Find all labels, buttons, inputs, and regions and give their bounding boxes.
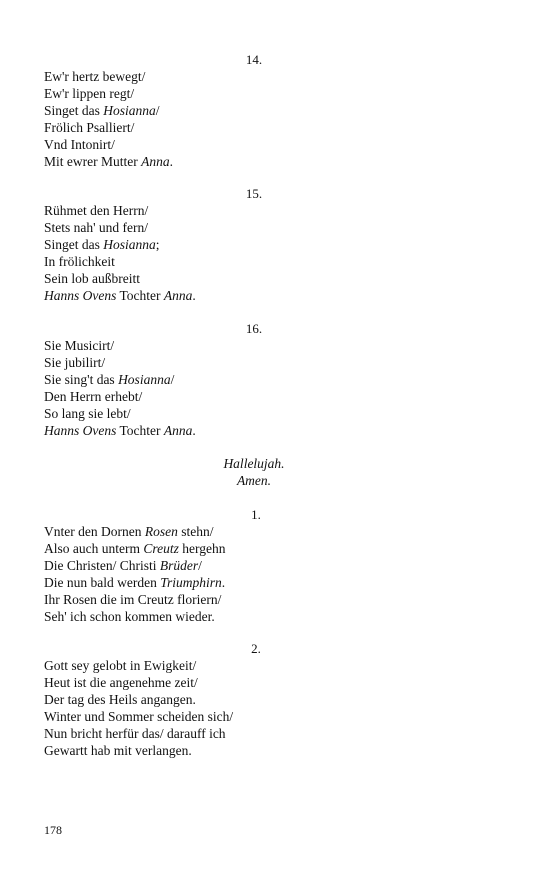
verse-line [44,85,484,102]
verse-italic-text: Anna [163,288,193,303]
verse-italic-text: Hanns Ovens [44,288,117,303]
verse-line [44,354,484,371]
closing-amen: Amen. [236,473,272,488]
verse-line [44,523,484,540]
stanza-number: 1. [251,507,261,522]
verse-text: Tochter [116,423,164,438]
closing-hallelujah: Hallelujah. [223,456,285,471]
verse-text: Den Herrn erhebt/ [44,389,143,404]
verse-italic-text: Triumphirn [160,575,222,590]
stanza-lines [44,202,484,304]
verse-line [44,742,484,759]
verse-line [44,102,484,119]
verse-text: . [169,154,173,169]
verse-text: Sie jubilirt/ [44,355,106,370]
verse-text: Die nun bald werden [44,575,161,590]
verse-italic-text: Anna [141,154,170,169]
verse-text: Der tag des Heils angangen. [44,692,196,707]
verse-text: Sein lob außbreitt [44,271,140,286]
verse-text: Stets nah' und fern/ [44,220,149,235]
verse-text: Gewartt hab mit verlangen. [44,743,192,758]
verse-italic-text: Hosianna [103,237,156,252]
verse-text: Ew'r lippen regt/ [44,86,135,101]
verse-line [44,253,484,270]
verse-text: Sie Musicirt/ [44,338,115,353]
verse-line [44,608,484,625]
verse-text: In frölichkeit [44,254,115,269]
verse-text: Nun bricht herfür das/ darauff ich [44,726,226,741]
verse-line [44,337,484,354]
verse-text: Vnter den Dornen [44,524,145,539]
verse-line [44,136,484,153]
verse-italic-text: Hanns Ovens [44,423,117,438]
verse-italic-text: Rosen [144,524,178,539]
verse-line [44,270,484,287]
stanza-lines [44,337,484,439]
verse-text: Also auch unterm [44,541,144,556]
verse-text: Mit ewrer Mutter [44,154,142,169]
stanza-lines [44,657,484,759]
verse-italic-text: Hosianna [118,372,171,387]
verse-line [44,371,484,388]
verse-italic-text: Brüder [159,558,199,573]
verse-line [44,153,484,170]
verse-text: Heut ist die angenehme zeit/ [44,675,198,690]
verse-text: Singet das [44,103,104,118]
verse-text: . [221,575,226,590]
verse-line [44,691,484,708]
verse-text: Ihr Rosen die im Creutz floriern/ [44,592,222,607]
stanza-number: 16. [245,321,263,336]
verse-line [44,708,484,725]
verse-line [44,557,484,574]
page-number: 178 [44,823,62,837]
verse-line [44,674,484,691]
verse-text: Seh' ich schon kommen wieder. [44,609,215,624]
verse-text: Vnd Intonirt/ [44,137,115,152]
verse-text: hergehn [178,541,226,556]
verse-text: / [155,103,160,118]
verse-text: ; [155,237,160,252]
verse-text: . [192,288,196,303]
verse-line [44,68,484,85]
verse-text: Gott sey gelobt in Ewigkeit/ [44,658,197,673]
verse-line [44,422,484,439]
verse-line [44,591,484,608]
verse-line [44,287,484,304]
verse-text: Rühmet den Herrn/ [44,203,149,218]
verse-line [44,219,484,236]
verse-text: / [198,558,202,573]
verse-text: stehn/ [177,524,214,539]
verse-line [44,388,484,405]
stanza-number: 14. [245,52,263,67]
verse-text: Sie sing't das [44,372,119,387]
stanza-lines [44,523,484,625]
verse-text: Singet das [44,237,104,252]
verse-line [44,540,484,557]
verse-italic-text: Hosianna [103,103,156,118]
verse-text: . [192,423,196,438]
verse-text: Winter und Sommer scheiden sich/ [44,709,234,724]
verse-text: Tochter [116,288,164,303]
verse-italic-text: Creutz [143,541,179,556]
verse-text: Die Christen/ Christi [44,558,160,573]
verse-text: So lang sie lebt/ [44,406,131,421]
verse-text: Ew'r hertz bewegt/ [44,69,146,84]
verse-text: / [170,372,175,387]
stanza-lines [44,68,484,170]
stanza-number: 2. [251,641,261,656]
stanza-number: 15. [245,186,263,201]
verse-line [44,574,484,591]
verse-italic-text: Anna [163,423,193,438]
verse-line [44,725,484,742]
verse-line [44,119,484,136]
verse-line [44,657,484,674]
verse-line [44,405,484,422]
verse-line [44,202,484,219]
verse-line [44,236,484,253]
verse-text: Frölich Psalliert/ [44,120,135,135]
